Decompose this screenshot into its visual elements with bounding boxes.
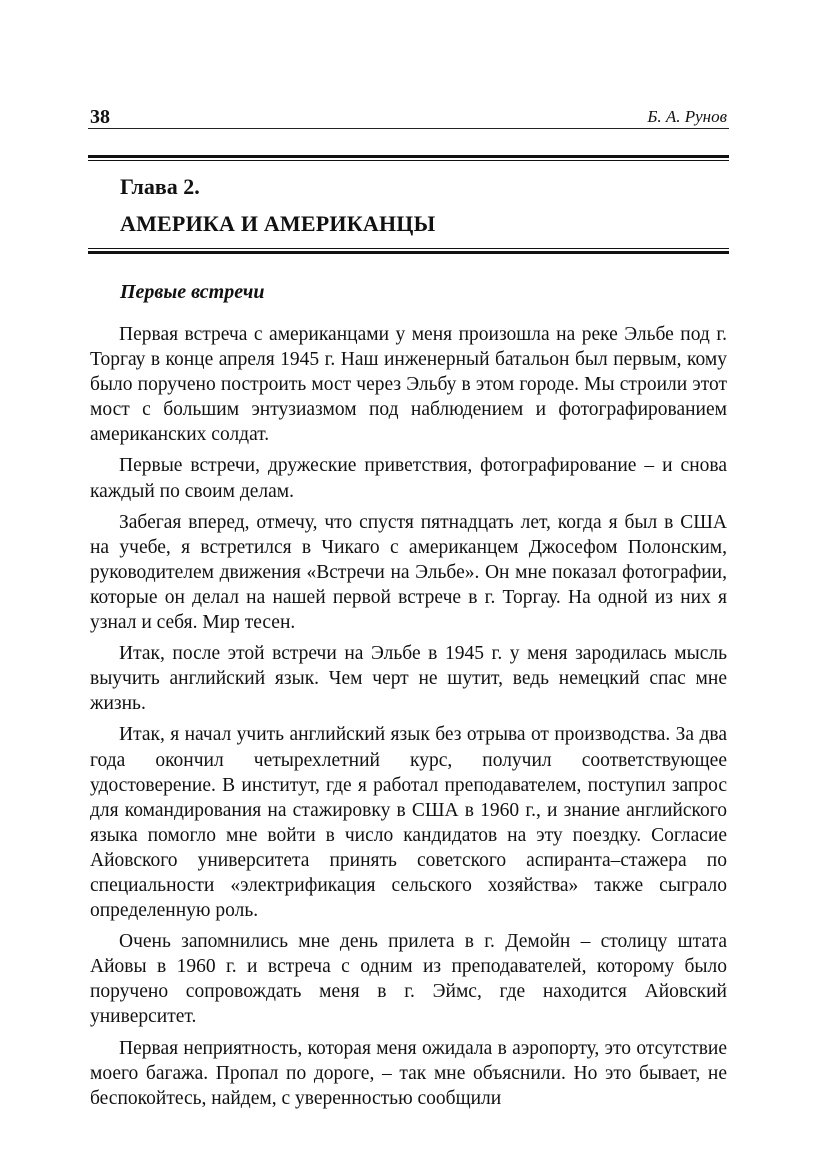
- chapter-title: АМЕРИКА И АМЕРИКАНЦЫ: [120, 211, 436, 236]
- chapter-rule-bottom: [88, 251, 729, 254]
- chapter-label: Глава 2.: [120, 174, 200, 199]
- chapter-rule-top-thin: [88, 160, 729, 161]
- paragraph: Забегая вперед, отмечу, что спустя пятнадцать лет, когда я был в США на учебе, я встретился в Чикаго с американцем Джосефом Полонским, руководителем движения «Встречи на Эльбе». Он мне показал фотографии, которые он делал на нашей первой встрече в г. Торгау. На одной из них я узнал и себя. Мир тесен.: [90, 511, 727, 634]
- running-head-author: Б. А. Рунов: [647, 107, 727, 126]
- paragraph: Первые встречи, дружеские приветствия, фотографирование – и снова каждый по своим делам.: [90, 455, 727, 502]
- body-text: [90, 322, 727, 1117]
- paragraph: Очень запомнились мне день прилета в г. Демойн – столицу штата Айовы в 1960 г. и встреча с одним из преподавателей, которому было поручено сопровождать меня в г. Эймс, где находится Айовский университет.: [90, 931, 727, 1028]
- page-header: [88, 104, 729, 130]
- chapter-rule-top: [88, 155, 729, 158]
- chapter-rule-bottom-thin: [88, 248, 729, 249]
- paragraph: Итак, после этой встречи на Эльбе в 1945 г. у меня зародилась мысль выучить английский язык. Чем черт не шутит, ведь немецкий спас мне жизнь.: [90, 643, 727, 715]
- header-rule: [88, 128, 729, 129]
- paragraph: Первая встреча с американцами у меня произошла на реке Эльбе под г. Торгау в конце апреля 1945 г. Наш инженерный батальон был первым, кому было поручено построить мост через Эльбу в этом городе. Мы строили этот мост с большим энтузиазмом под наблюдением и фотографированием американских солдат.: [90, 324, 727, 446]
- section-title: Первые встречи: [120, 281, 265, 303]
- paragraph: Итак, я начал учить английский язык без отрыва от производства. За два года окончил четырехлетний курс, получил соответствующее удостоверение. В институт, где я работал преподавателем, поступил запрос для командирования на стажировку в США в 1960 г., и знание английского языка помогло мне войти в число кандидатов на эту поездку. Согласие Айовского университета принять советского аспиранта–стажера по специальности «электрификация сельского хозяйства» также сыграло определенную роль.: [90, 724, 727, 922]
- page-number: 38: [90, 106, 110, 128]
- paragraph: Первая неприятность, которая меня ожидала в аэропорту, это отсутствие моего багажа. Пропал по дороге, – так мне объяснили. Но это бывает, не беспокойтесь, найдем, с уверенностью сообщили: [90, 1037, 727, 1109]
